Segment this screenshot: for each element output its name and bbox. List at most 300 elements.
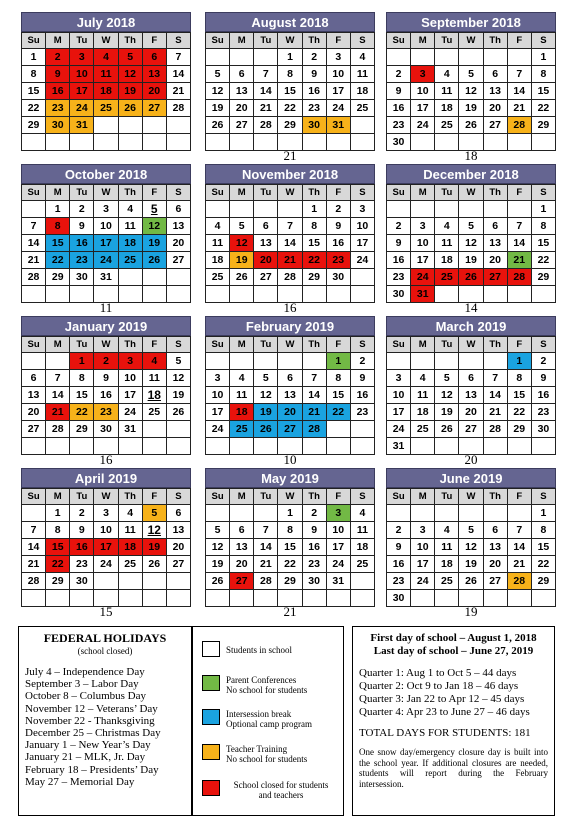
legend-label: Students in school [226, 645, 293, 655]
day-cell: 18 [435, 556, 459, 573]
weekday-header: F [143, 33, 167, 49]
day-cell: 13 [278, 387, 302, 404]
day-cell: 13 [167, 522, 191, 539]
day-cell: 15 [70, 387, 94, 404]
empty-cell [435, 505, 459, 522]
day-cell: 11 [230, 387, 254, 404]
day-cell: 14 [508, 235, 532, 252]
day-cell: 5 [459, 218, 483, 235]
day-cell: 21 [508, 100, 532, 117]
month-school-day-count: 19 [464, 604, 478, 619]
day-cell: 25 [230, 421, 254, 438]
day-cell: 6 [230, 522, 254, 539]
empty-cell [206, 201, 230, 218]
day-cell: 28 [484, 421, 508, 438]
month-calendar [205, 164, 375, 303]
day-cell: 27 [167, 252, 191, 269]
day-cell: 12 [167, 370, 191, 387]
empty-cell [167, 269, 191, 286]
empty-cell [119, 573, 143, 590]
day-cell: 28 [22, 573, 46, 590]
day-cell: 5 [435, 370, 459, 387]
legend-label: Teacher Training No school for students [226, 744, 308, 764]
day-cell: 20 [167, 235, 191, 252]
day-cell: 9 [303, 522, 327, 539]
day-cell: 18 [206, 252, 230, 269]
day-cell: 20 [459, 404, 483, 421]
first-day-text: First day of school – August 1, 2018 [370, 632, 537, 644]
empty-cell [351, 421, 375, 438]
month-title: August 2018 [205, 12, 375, 32]
day-cell: 7 [508, 522, 532, 539]
day-cell: 17 [351, 235, 375, 252]
empty-cell [484, 49, 508, 66]
day-cell: 17 [411, 556, 435, 573]
day-cell: 16 [327, 235, 351, 252]
day-cell: 5 [254, 370, 278, 387]
empty-cell [435, 201, 459, 218]
empty-cell [206, 49, 230, 66]
day-cell: 22 [532, 556, 556, 573]
weekday-header: F [508, 489, 532, 505]
day-cell: 24 [94, 556, 118, 573]
day-cell: 5 [459, 522, 483, 539]
holiday-item: May 27 – Memorial Day [25, 775, 135, 788]
day-cell: 27 [278, 421, 302, 438]
month-title: January 2019 [21, 316, 191, 336]
day-cell: 30 [387, 590, 411, 607]
day-cell: 13 [167, 218, 191, 235]
day-cell: 28 [278, 269, 302, 286]
day-cell: 27 [143, 100, 167, 117]
weekday-header: M [46, 489, 70, 505]
legend-swatch-orange [202, 744, 220, 760]
empty-cell [435, 49, 459, 66]
month-grid [386, 488, 556, 607]
day-cell: 3 [94, 201, 118, 218]
day-cell: 25 [351, 100, 375, 117]
weekday-header: M [230, 489, 254, 505]
day-cell: 18 [435, 100, 459, 117]
day-cell: 9 [387, 539, 411, 556]
day-cell: 1 [508, 353, 532, 370]
day-cell: 24 [411, 269, 435, 286]
day-cell: 25 [435, 269, 459, 286]
weekday-header: Su [206, 489, 230, 505]
weekday-header: Tu [435, 337, 459, 353]
day-cell: 24 [119, 404, 143, 421]
day-cell: 28 [508, 269, 532, 286]
day-cell: 22 [278, 556, 302, 573]
day-cell: 15 [532, 235, 556, 252]
empty-cell [22, 353, 46, 370]
day-cell: 21 [22, 252, 46, 269]
empty-cell [459, 49, 483, 66]
weekday-header: Tu [254, 489, 278, 505]
day-cell: 10 [206, 387, 230, 404]
month-school-day-count: 20 [464, 452, 478, 467]
month-calendar [205, 316, 375, 455]
day-cell: 8 [46, 522, 70, 539]
empty-cell [435, 353, 459, 370]
weekday-header: Th [484, 185, 508, 201]
weekday-header: Th [484, 33, 508, 49]
quarter-item: Quarter 4: Apr 23 to June 27 – 46 days [359, 706, 530, 718]
day-cell: 23 [70, 252, 94, 269]
weekday-header: Th [303, 33, 327, 49]
empty-cell [387, 353, 411, 370]
day-cell: 6 [484, 218, 508, 235]
day-cell: 10 [70, 66, 94, 83]
day-cell: 25 [411, 421, 435, 438]
day-cell: 7 [278, 218, 302, 235]
empty-cell [143, 421, 167, 438]
day-cell: 19 [435, 404, 459, 421]
day-cell: 2 [303, 49, 327, 66]
day-cell: 29 [278, 573, 302, 590]
day-cell: 26 [143, 556, 167, 573]
day-cell: 8 [22, 66, 46, 83]
day-cell: 14 [46, 387, 70, 404]
empty-cell [22, 201, 46, 218]
day-cell: 1 [532, 49, 556, 66]
weekday-header: M [230, 33, 254, 49]
last-day-text: Last day of school – June 27, 2019 [373, 645, 534, 657]
weekday-header: Su [22, 337, 46, 353]
day-cell: 29 [22, 117, 46, 134]
empty-cell [351, 117, 375, 134]
day-cell: 15 [508, 387, 532, 404]
day-cell: 3 [411, 218, 435, 235]
day-cell: 23 [387, 269, 411, 286]
weekday-header: Th [119, 489, 143, 505]
empty-cell [94, 117, 118, 134]
month-title: February 2019 [205, 316, 375, 336]
day-cell: 17 [327, 83, 351, 100]
weekday-header: F [327, 489, 351, 505]
empty-cell [70, 134, 94, 151]
month-title: April 2019 [21, 468, 191, 488]
month-grid [21, 32, 191, 151]
day-cell: 29 [303, 269, 327, 286]
weekday-header: W [278, 185, 302, 201]
day-cell: 27 [22, 421, 46, 438]
day-cell: 8 [532, 218, 556, 235]
empty-cell [143, 573, 167, 590]
month-title: October 2018 [21, 164, 191, 184]
day-cell: 5 [167, 353, 191, 370]
day-cell: 2 [94, 353, 118, 370]
weekday-header: S [532, 489, 556, 505]
day-cell: 23 [94, 404, 118, 421]
weekday-header: Su [387, 489, 411, 505]
empty-cell [484, 505, 508, 522]
day-cell: 17 [387, 404, 411, 421]
weekday-header: W [94, 489, 118, 505]
month-school-day-count: 11 [99, 300, 113, 315]
day-cell: 26 [459, 269, 483, 286]
month-grid [21, 184, 191, 303]
month-calendar [386, 468, 556, 607]
day-cell: 16 [351, 387, 375, 404]
day-cell: 27 [230, 573, 254, 590]
weekday-header: Su [387, 337, 411, 353]
day-cell: 13 [230, 83, 254, 100]
weekday-header: F [327, 337, 351, 353]
day-cell: 30 [387, 286, 411, 303]
day-cell: 22 [508, 404, 532, 421]
month-school-day-count: 15 [99, 604, 113, 619]
day-cell: 26 [167, 404, 191, 421]
day-cell: 22 [303, 252, 327, 269]
day-cell: 5 [143, 505, 167, 522]
day-cell: 20 [22, 404, 46, 421]
weekday-header: Su [22, 33, 46, 49]
empty-cell [119, 134, 143, 151]
empty-cell [119, 269, 143, 286]
day-cell: 17 [119, 387, 143, 404]
weekday-header: Th [303, 185, 327, 201]
day-cell: 14 [254, 539, 278, 556]
day-cell: 15 [532, 539, 556, 556]
month-title: September 2018 [386, 12, 556, 32]
day-cell: 19 [230, 252, 254, 269]
weekday-header: M [411, 489, 435, 505]
day-cell: 4 [435, 66, 459, 83]
day-cell: 4 [119, 505, 143, 522]
holiday-item: November 12 – Veterans’ Day [25, 702, 158, 715]
day-cell: 20 [484, 100, 508, 117]
day-cell: 10 [387, 387, 411, 404]
day-cell: 18 [119, 235, 143, 252]
day-cell: 17 [411, 100, 435, 117]
day-cell: 21 [508, 556, 532, 573]
weekday-header: Su [387, 33, 411, 49]
day-cell: 9 [70, 522, 94, 539]
day-cell: 24 [411, 573, 435, 590]
day-cell: 18 [435, 252, 459, 269]
day-cell: 21 [22, 556, 46, 573]
month-grid [386, 32, 556, 151]
holiday-item: July 4 – Independence Day [25, 666, 145, 678]
day-cell: 5 [143, 201, 167, 218]
day-cell: 27 [167, 556, 191, 573]
day-cell: 19 [206, 100, 230, 117]
holidays-subtitle: (school closed) [77, 646, 133, 656]
day-cell: 18 [94, 83, 118, 100]
day-cell: 28 [508, 117, 532, 134]
day-cell: 13 [484, 539, 508, 556]
day-cell: 3 [411, 66, 435, 83]
day-cell: 4 [411, 370, 435, 387]
day-cell: 27 [484, 269, 508, 286]
day-cell: 14 [484, 387, 508, 404]
day-cell: 14 [278, 235, 302, 252]
day-cell: 26 [143, 252, 167, 269]
weekday-header: W [459, 33, 483, 49]
day-cell: 4 [119, 201, 143, 218]
empty-cell [411, 49, 435, 66]
month-calendar [21, 316, 191, 455]
month-grid [21, 336, 191, 455]
day-cell: 22 [532, 100, 556, 117]
weekday-header: F [327, 185, 351, 201]
day-cell: 22 [278, 100, 302, 117]
month-title: November 2018 [205, 164, 375, 184]
day-cell: 31 [70, 117, 94, 134]
day-cell: 16 [46, 83, 70, 100]
day-cell: 14 [303, 387, 327, 404]
day-cell: 29 [532, 269, 556, 286]
day-cell: 27 [484, 117, 508, 134]
day-cell: 22 [22, 100, 46, 117]
day-cell: 7 [254, 66, 278, 83]
day-cell: 3 [387, 370, 411, 387]
empty-cell [46, 353, 70, 370]
day-cell: 29 [70, 421, 94, 438]
empty-cell [230, 353, 254, 370]
weekday-header: Tu [435, 489, 459, 505]
empty-cell [167, 573, 191, 590]
day-cell: 11 [119, 522, 143, 539]
day-cell: 20 [230, 100, 254, 117]
weekday-header: S [167, 489, 191, 505]
day-cell: 20 [484, 556, 508, 573]
month-grid [205, 336, 375, 455]
month-school-day-count: 10 [283, 452, 297, 467]
day-cell: 16 [532, 387, 556, 404]
day-cell: 6 [254, 218, 278, 235]
day-cell: 20 [143, 83, 167, 100]
month-school-day-count: 21 [283, 148, 297, 163]
empty-cell [484, 353, 508, 370]
empty-cell [94, 134, 118, 151]
day-cell: 21 [254, 100, 278, 117]
day-cell: 16 [387, 252, 411, 269]
day-cell: 7 [22, 218, 46, 235]
empty-cell [206, 505, 230, 522]
weekday-header: M [46, 33, 70, 49]
day-cell: 19 [459, 252, 483, 269]
day-cell: 12 [143, 522, 167, 539]
day-cell: 9 [303, 66, 327, 83]
weekday-header: W [278, 337, 302, 353]
legend-swatch-white [202, 641, 220, 657]
weekday-header: W [459, 489, 483, 505]
legend-box [192, 626, 344, 816]
day-cell: 11 [351, 522, 375, 539]
empty-cell [254, 353, 278, 370]
empty-cell [459, 505, 483, 522]
day-cell: 13 [484, 235, 508, 252]
month-title: December 2018 [386, 164, 556, 184]
day-cell: 4 [351, 505, 375, 522]
day-cell: 30 [532, 421, 556, 438]
day-cell: 3 [327, 505, 351, 522]
weekday-header: Th [303, 337, 327, 353]
day-cell: 28 [254, 117, 278, 134]
day-cell: 26 [206, 573, 230, 590]
empty-cell [351, 269, 375, 286]
weekday-header: S [532, 185, 556, 201]
day-cell: 2 [303, 505, 327, 522]
day-cell: 30 [70, 573, 94, 590]
day-cell: 8 [532, 66, 556, 83]
day-cell: 25 [435, 573, 459, 590]
day-cell: 1 [303, 201, 327, 218]
weekday-header: Su [206, 33, 230, 49]
weekday-header: M [411, 33, 435, 49]
month-title: July 2018 [21, 12, 191, 32]
day-cell: 11 [119, 218, 143, 235]
day-cell: 31 [327, 573, 351, 590]
day-cell: 22 [46, 252, 70, 269]
day-cell: 12 [435, 387, 459, 404]
day-cell: 26 [459, 573, 483, 590]
day-cell: 23 [387, 117, 411, 134]
weekday-header: Tu [254, 337, 278, 353]
day-cell: 5 [230, 218, 254, 235]
holiday-item: January 1 – New Year’s Day [25, 739, 151, 752]
day-cell: 10 [94, 522, 118, 539]
day-cell: 10 [94, 218, 118, 235]
day-cell: 4 [206, 218, 230, 235]
day-cell: 17 [70, 83, 94, 100]
weekday-header: M [230, 337, 254, 353]
weekday-header: Tu [435, 185, 459, 201]
day-cell: 13 [230, 539, 254, 556]
empty-cell [22, 134, 46, 151]
month-calendar [386, 316, 556, 455]
day-cell: 19 [459, 100, 483, 117]
day-cell: 7 [167, 49, 191, 66]
weekday-header: Su [22, 185, 46, 201]
day-cell: 6 [459, 370, 483, 387]
day-cell: 7 [303, 370, 327, 387]
weekday-header: W [94, 337, 118, 353]
weekday-header: Tu [70, 185, 94, 201]
day-cell: 3 [206, 370, 230, 387]
legend-label: Parent Conferences No school for students [226, 675, 308, 695]
day-cell: 14 [508, 539, 532, 556]
day-cell: 9 [351, 370, 375, 387]
day-cell: 19 [167, 387, 191, 404]
empty-cell [22, 505, 46, 522]
day-cell: 27 [459, 421, 483, 438]
day-cell: 6 [484, 522, 508, 539]
day-cell: 22 [70, 404, 94, 421]
day-cell: 28 [167, 100, 191, 117]
day-cell: 17 [94, 539, 118, 556]
day-cell: 6 [167, 505, 191, 522]
legend-swatch-blue [202, 709, 220, 725]
day-cell: 7 [22, 522, 46, 539]
day-cell: 30 [303, 117, 327, 134]
day-cell: 6 [167, 201, 191, 218]
day-cell: 2 [532, 353, 556, 370]
day-cell: 31 [94, 269, 118, 286]
month-title: May 2019 [205, 468, 375, 488]
empty-cell [143, 134, 167, 151]
weekday-header: M [230, 185, 254, 201]
weekday-header: S [351, 337, 375, 353]
weekday-header: Th [119, 185, 143, 201]
day-cell: 10 [411, 83, 435, 100]
day-cell: 1 [278, 505, 302, 522]
month-grid [21, 488, 191, 607]
day-cell: 16 [70, 539, 94, 556]
day-cell: 6 [230, 66, 254, 83]
